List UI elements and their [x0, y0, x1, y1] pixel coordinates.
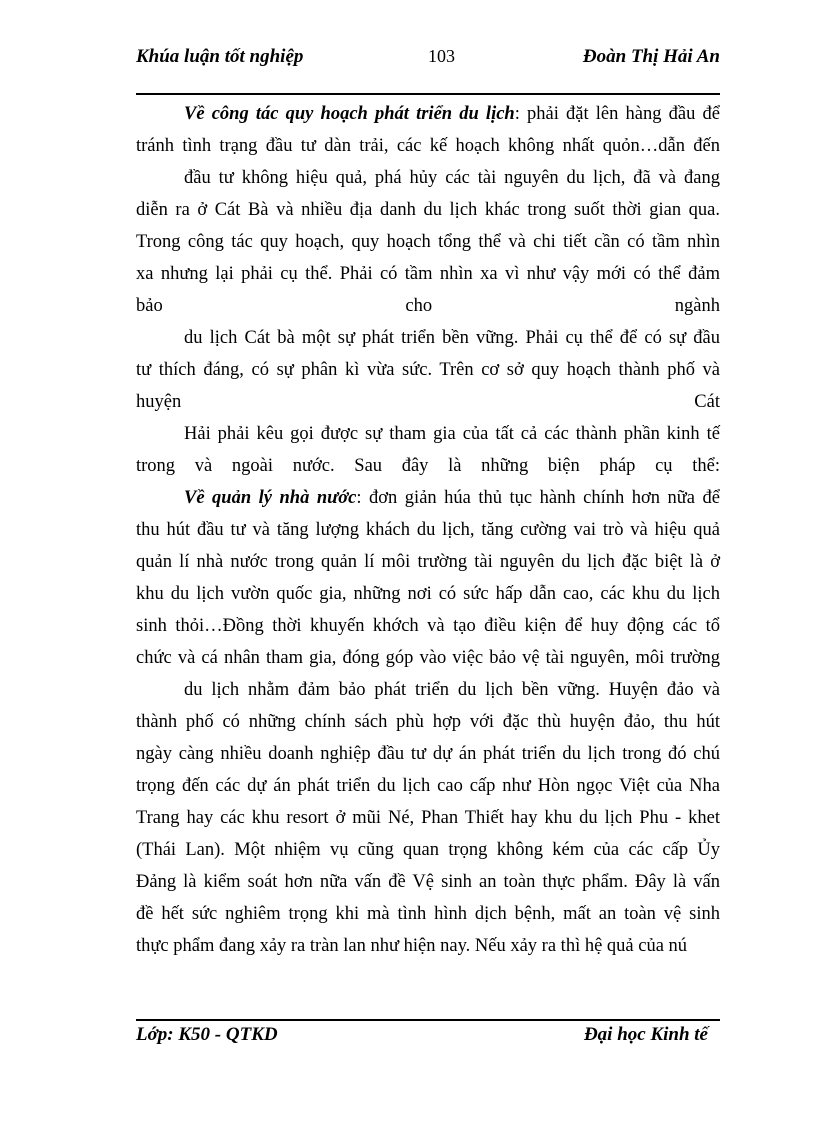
body-line: thu hút đầu tư và tăng lượng khách du lịch, tăng cường vai trò và hiệu quả	[136, 520, 720, 540]
header-thesis-title: Khúa luận tốt nghiệp	[136, 46, 304, 67]
footer-university: Đại học Kinh tế	[583, 1024, 708, 1045]
body-line: Trang hay các khu resort ở mũi Né, Phan Thiết hay khu du lịch Phu - khet	[136, 808, 720, 828]
body-line: tư thích đáng, có sự phân kì vừa sức. Trên cơ sở quy hoạch thành phố và	[136, 360, 720, 380]
body-line: Đảng là kiểm soát hơn nữa vấn đề Vệ sinh an toàn thực phẩm. Đây là vấn	[136, 872, 720, 892]
body-line: đầu tư không hiệu quả, phá hủy các tài nguyên du lịch, đã và đang	[184, 168, 720, 188]
header-divider	[136, 93, 720, 95]
body-line: quản lí nhà nước trong quản lí môi trường tài nguyên du lịch đặc biệt là ở	[136, 552, 720, 572]
body-line: trọng đến các dự án phát triển du lịch cao cấp như Hòn ngọc Việt của Nha	[136, 776, 720, 796]
body-line: du lịch Cát bà một sự phát triển bền vững. Phải cụ thể để có sự đầu	[184, 328, 720, 348]
page-number: 103	[428, 46, 455, 66]
header-author: Đoàn Thị Hải An	[582, 46, 720, 67]
body-line: Hải phải kêu gọi được sự tham gia của tất cả các thành phần kinh tế	[184, 424, 720, 444]
body-line: xa nhưng lại phải cụ thể. Phải có tầm nhìn xa vì như vậy mới có thể đảm	[136, 264, 720, 284]
body-line: đề hết sức nghiêm trọng khi mà tình hình dịch bệnh, mất an toàn vệ sinh	[136, 904, 720, 924]
body-line: ngày càng nhiều doanh nghiệp đầu tư dự án phát triển du lịch trong đó chú	[136, 744, 720, 764]
body-line: bảo cho ngành	[136, 296, 720, 316]
body-line: thành phố có những chính sách phù hợp với đặc thù huyện đảo, thu hút	[136, 712, 720, 732]
body-line: sinh thỏi…Đồng thời khuyến khớch và tạo điều kiện để huy động các tổ	[136, 616, 720, 636]
body-line: huyện Cát	[136, 392, 720, 412]
body-line: thực phẩm đang xảy ra tràn lan như hiện nay. Nếu xảy ra thì hệ quả của nú	[136, 936, 688, 956]
page-footer	[136, 1024, 720, 1054]
body-line: du lịch nhằm đảm bảo phát triển du lịch bền vững. Huyện đảo và	[184, 680, 720, 700]
body-line: diễn ra ở Cát Bà và nhiều địa danh du lịch khác trong suốt thời gian qua.	[136, 200, 720, 220]
body-line: trong và ngoài nước. Sau đây là những biện pháp cụ thể:	[136, 456, 720, 476]
body-line: Trong công tác quy hoạch, quy hoạch tổng thể và chi tiết cần có tầm nhìn	[136, 232, 720, 252]
footer-class: Lớp: K50 - QTKD	[136, 1024, 278, 1045]
body-line: khu du lịch vườn quốc gia, những nơi có sức hấp dẫn cao, các khu du lịch	[136, 584, 720, 604]
body-line: (Thái Lan). Một nhiệm vụ cũng quan trọng không kém của các cấp Ủy	[136, 840, 720, 860]
footer-divider	[136, 1019, 720, 1021]
section-lead: Về công tác quy hoạch phát triển du lịch	[184, 104, 515, 124]
body-line: Về công tác quy hoạch phát triển du lịch: phải đặt lên hàng đầu để	[184, 104, 720, 124]
body-line: tránh tình trạng đầu tư dàn trải, các kế hoạch không nhất quỏn…dẫn đến	[136, 136, 720, 156]
page-header	[136, 46, 720, 76]
section-lead: Về quản lý nhà nước	[184, 488, 357, 508]
body-line: chức và cá nhân tham gia, đóng góp vào việc bảo vệ tài nguyên, môi trường	[136, 648, 720, 668]
body-line: Về quản lý nhà nước: đơn giản húa thủ tục hành chính hơn nữa để	[184, 488, 720, 508]
